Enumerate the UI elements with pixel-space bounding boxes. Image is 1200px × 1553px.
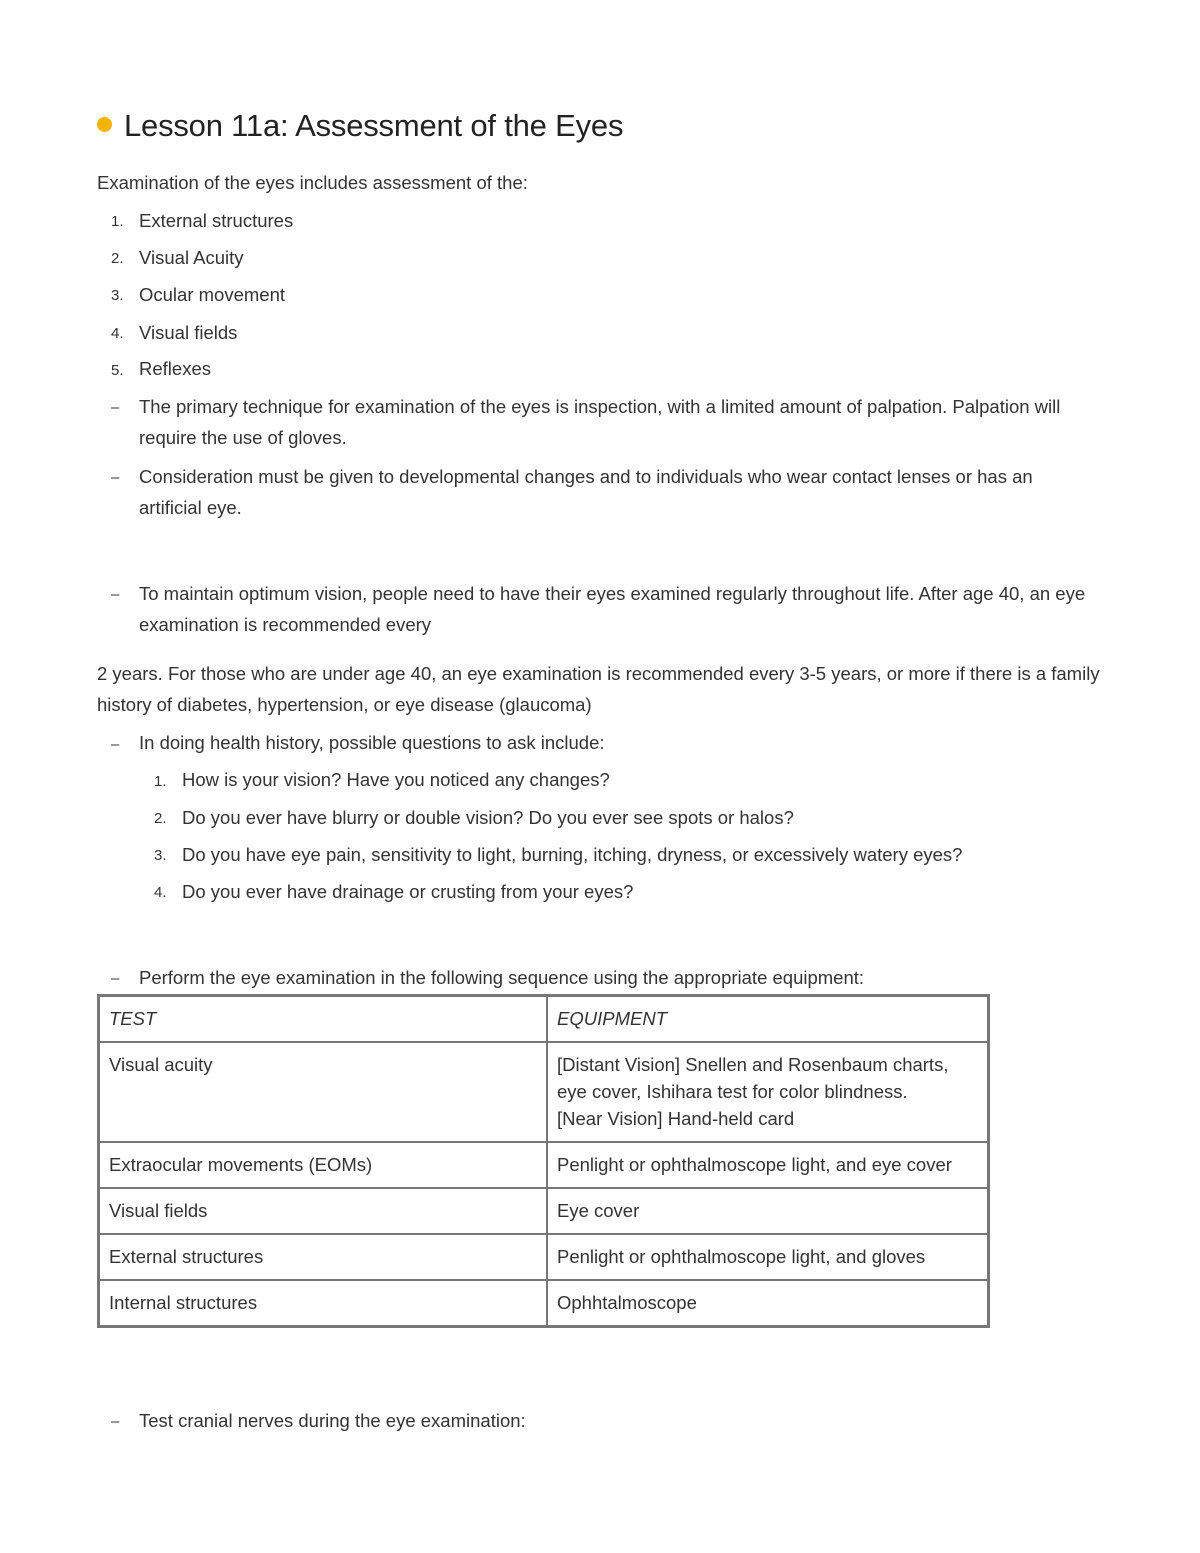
table-row — [99, 1234, 989, 1280]
dash-mark: – — [111, 970, 120, 987]
dash-mark: – — [111, 469, 120, 486]
table-row — [99, 1188, 989, 1234]
list-number: 3. — [154, 847, 167, 864]
table-row — [99, 1142, 989, 1188]
equipment-line: [Distant Vision] Snellen and Rosenbaum charts, eye cover, Ishihara test for color blindness. — [557, 1054, 949, 1102]
dash-mark: – — [111, 1413, 120, 1430]
dash-mark: – — [111, 586, 120, 603]
equipment-line: Ophhtalmoscope — [557, 1292, 697, 1313]
list-number: 4. — [154, 884, 167, 901]
table-cell-test: Visual fields — [99, 1188, 548, 1234]
equipment-table — [97, 994, 990, 1328]
equipment-line: Penlight or ophthalmoscope light, and eye cover — [557, 1154, 952, 1175]
dash-item-cranial-nerves: Test cranial nerves during the eye examination: — [139, 1410, 526, 1431]
equipment-line: Eye cover — [557, 1200, 640, 1221]
list-item: Do you have eye pain, sensitivity to light, burning, itching, dryness, or excessively watery eyes? — [182, 844, 963, 865]
table-row — [99, 1280, 989, 1327]
table-header-test: TEST — [99, 996, 548, 1043]
page-title: Lesson 11a: Assessment of the Eyes — [97, 108, 623, 144]
table-cell-test: Visual acuity — [99, 1042, 548, 1142]
table-cell-equipment — [547, 1188, 989, 1234]
list-number: 1. — [154, 773, 167, 790]
exam-frequency-paragraph: 2 years. For those who are under age 40, an eye examination is recommended every 3-5 years, or more if there is a family history of diabetes, hypertension, or eye disease (glaucoma) — [97, 663, 1100, 715]
list-item: Reflexes — [139, 358, 211, 379]
table-cell-equipment — [547, 1234, 989, 1280]
bullet-dot-icon — [97, 117, 112, 132]
dash-item-health-history: In doing health history, possible questions to ask include: — [139, 732, 605, 753]
equipment-line: [Near Vision] Hand-held card — [557, 1108, 795, 1129]
list-item: Do you ever have blurry or double vision? Do you ever see spots or halos? — [182, 807, 794, 828]
list-item: How is your vision? Have you noticed any changes? — [182, 769, 610, 790]
list-item: Visual Acuity — [139, 247, 244, 268]
table-header-row — [99, 996, 989, 1043]
table-cell-test: Extraocular movements (EOMs) — [99, 1142, 548, 1188]
list-item: Ocular movement — [139, 284, 285, 305]
dash-mark: – — [111, 399, 120, 416]
table-cell-test: External structures — [99, 1234, 548, 1280]
list-item: Visual fields — [139, 322, 238, 343]
list-number: 2. — [111, 250, 124, 267]
dash-item-consideration: Consideration must be given to developmental changes and to individuals who wear contact lenses or has an artificial eye. — [139, 466, 1033, 518]
intro-text: Examination of the eyes includes assessment of the: — [97, 172, 528, 193]
table-row — [99, 1042, 989, 1142]
dash-item-sequence: Perform the eye examination in the following sequence using the appropriate equipment: — [139, 967, 865, 988]
table-header-equipment: EQUIPMENT — [547, 996, 989, 1043]
list-number: 4. — [111, 325, 124, 342]
dash-item-technique: The primary technique for examination of the eyes is inspection, with a limited amount of palpation. Palpation will require the use of gloves. — [139, 396, 1061, 448]
list-number: 1. — [111, 213, 124, 230]
equipment-line: Penlight or ophthalmoscope light, and gloves — [557, 1246, 926, 1267]
list-number: 2. — [154, 810, 167, 827]
table-cell-test: Internal structures — [99, 1280, 548, 1327]
table-cell-equipment — [547, 1042, 989, 1142]
list-number: 5. — [111, 362, 124, 379]
list-number: 3. — [111, 287, 124, 304]
table-cell-equipment — [547, 1142, 989, 1188]
list-item: Do you ever have drainage or crusting from your eyes? — [182, 881, 634, 902]
dash-item-optimum-vision: To maintain optimum vision, people need to have their eyes examined regularly throughout life. After age 40, an eye examination is recommended every — [139, 583, 1086, 635]
table-cell-equipment — [547, 1280, 989, 1327]
list-item: External structures — [139, 210, 294, 231]
dash-mark: – — [111, 736, 120, 753]
